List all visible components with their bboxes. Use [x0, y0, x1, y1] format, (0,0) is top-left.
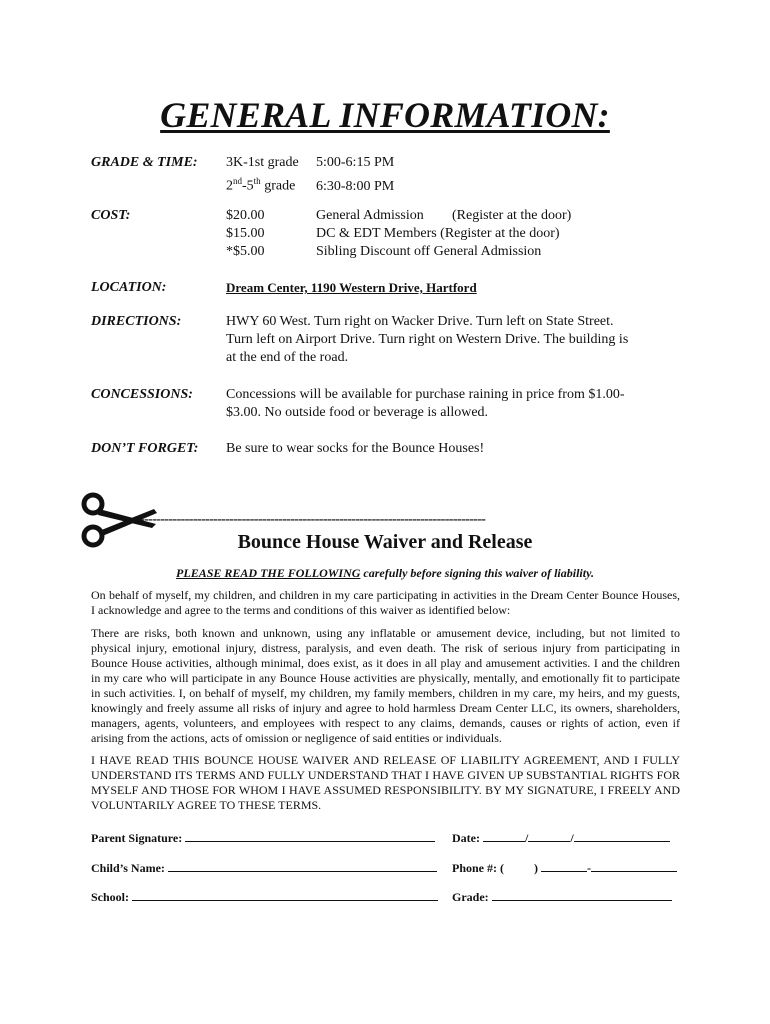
- phone-label: Phone #: (: [452, 861, 504, 875]
- please-read-underlined: PLEASE READ THE FOLLOWING: [176, 566, 361, 580]
- parent-signature-field[interactable]: [91, 829, 435, 846]
- directions-values: [226, 313, 636, 367]
- phone-close-paren: ): [534, 861, 538, 875]
- cost-row: [226, 207, 636, 225]
- school-field[interactable]: [91, 888, 438, 905]
- page-title: GENERAL INFORMATION:: [160, 95, 610, 135]
- ordinal-suffix: th: [253, 176, 261, 186]
- childs-name-label: Child’s Name:: [91, 861, 165, 875]
- cut-line: --------------------------------------------------------------------------------------: [136, 512, 486, 527]
- grade-text: [226, 172, 316, 196]
- grade-line[interactable]: [492, 888, 672, 901]
- directions-line: Turn left on Airport Drive. Turn right on Western Drive. The building is: [226, 332, 629, 347]
- location-value: Dream Center, 1190 Western Drive, Hartford: [226, 280, 477, 295]
- please-read-notice: [0, 566, 770, 581]
- date-label: Date:: [452, 831, 480, 845]
- parent-signature-label: Parent Signature:: [91, 831, 183, 845]
- waiver-paragraph-3: I HAVE READ THIS BOUNCE HOUSE WAIVER AND RELEASE OF LIABILITY AGREEMENT, AND I FULLY UNDERSTAND ITS TERMS AND FULLY UNDERSTAND THAT I HAVE GIVEN UP SUBSTANTIAL RIGHTS FOR MYSELF AND THOSE FOR WHOM I HAVE ASSUMED RESPONSIBILITY. BY MY SIGNATURE, I FREELY AND VOLUNTARILY AGREE TO THESE TERMS.: [91, 753, 680, 812]
- school-label: School:: [91, 890, 130, 904]
- cost-desc: Sibling Discount off General Admission: [316, 244, 542, 259]
- date-day-line[interactable]: [528, 829, 570, 842]
- concessions-line: Concessions will be available for purchase raining in price from $1.00-: [226, 387, 625, 402]
- school-line[interactable]: [132, 888, 438, 901]
- please-read-rest: carefully before signing this waiver of liability.: [360, 566, 594, 580]
- cost-note: (Register at the door): [452, 208, 572, 223]
- cost-desc: General Admission: [316, 208, 424, 223]
- grade-time-row: [226, 154, 636, 172]
- grade-text: 3K-1st grade: [226, 155, 299, 170]
- grade-time-row: [226, 172, 636, 196]
- phone-field[interactable]: [452, 859, 677, 876]
- time-text: 6:30-8:00 PM: [316, 178, 395, 194]
- location-value-wrap: [226, 279, 636, 298]
- childs-name-field[interactable]: [91, 859, 437, 876]
- date-separator: /: [570, 831, 574, 845]
- ordinal-suffix: nd: [233, 176, 242, 186]
- date-year-line[interactable]: [574, 829, 670, 842]
- grade-dash: -5: [242, 178, 254, 194]
- phone-prefix-line[interactable]: [541, 859, 587, 872]
- childs-name-line[interactable]: [168, 859, 437, 872]
- price-text: $15.00: [226, 226, 265, 241]
- concessions-label: CONCESSIONS:: [91, 387, 193, 402]
- grade-time-label: GRADE & TIME:: [91, 155, 198, 170]
- concessions-values: [226, 386, 636, 422]
- grade-num: 2: [226, 178, 233, 194]
- cost-row: [226, 243, 636, 261]
- dont-forget-value-wrap: [226, 440, 636, 458]
- price-text: *$5.00: [226, 244, 265, 259]
- waiver-paragraph-1: On behalf of myself, my children, and children in my care participating in activities in the Dream Center Bounce Houses, I acknowledge and agree to the terms and conditions of this waiver as identified below:: [91, 588, 680, 617]
- cost-values: [226, 207, 636, 261]
- cost-desc: DC & EDT Members (Register at the door): [316, 226, 560, 241]
- price-text: $20.00: [226, 208, 265, 223]
- waiver-paragraph-2: There are risks, both known and unknown, using any inflatable or amusement device, including, but not limited to physical injury, emotional injury, distress, paralysis, and even death. The risk of serious injury from participating in Bounce House activities, although minimal, does exist, as it does in all play and amusement activities. I and the children in my care who will participate in any Bounce House activities are physically, mentally, and emotionally fit to participate in such activities. I, on behalf of myself, my children, my family members, children in my care, my heirs, and my guests, knowingly and freely assume all risks of injury and agree to hold harmless Dream Center LLC, its owners, shareholders, managers, agents, volunteers, and employees with respect to any claims, demands, causes or rights of action, even if arising from the actions, acts of omission or negligence of said entities or individuals.: [91, 626, 680, 745]
- dont-forget-value: Be sure to wear socks for the Bounce Houses!: [226, 441, 485, 456]
- parent-signature-line[interactable]: [185, 829, 435, 842]
- time-text: 5:00-6:15 PM: [316, 155, 395, 170]
- concessions-line: $3.00. No outside food or beverage is allowed.: [226, 405, 489, 420]
- directions-line: HWY 60 West. Turn right on Wacker Drive. Turn left on State Street.: [226, 314, 614, 329]
- location-label: LOCATION:: [91, 280, 167, 295]
- date-separator: /: [524, 831, 529, 845]
- cost-label: COST:: [91, 208, 131, 223]
- grade-label: Grade:: [452, 890, 489, 904]
- directions-line: at the end of the road.: [226, 350, 349, 365]
- directions-label: DIRECTIONS:: [91, 314, 182, 329]
- phone-number-line[interactable]: [591, 859, 677, 872]
- grade-time-values: [226, 154, 636, 196]
- cost-row: [226, 225, 636, 243]
- dont-forget-label: DON’T FORGET:: [91, 441, 199, 456]
- date-field[interactable]: [452, 829, 670, 846]
- waiver-title: Bounce House Waiver and Release: [237, 531, 533, 553]
- grade-suffix: grade: [260, 178, 296, 194]
- phone-dash: -: [587, 861, 591, 875]
- date-month-line[interactable]: [483, 829, 525, 842]
- grade-field[interactable]: [452, 888, 672, 905]
